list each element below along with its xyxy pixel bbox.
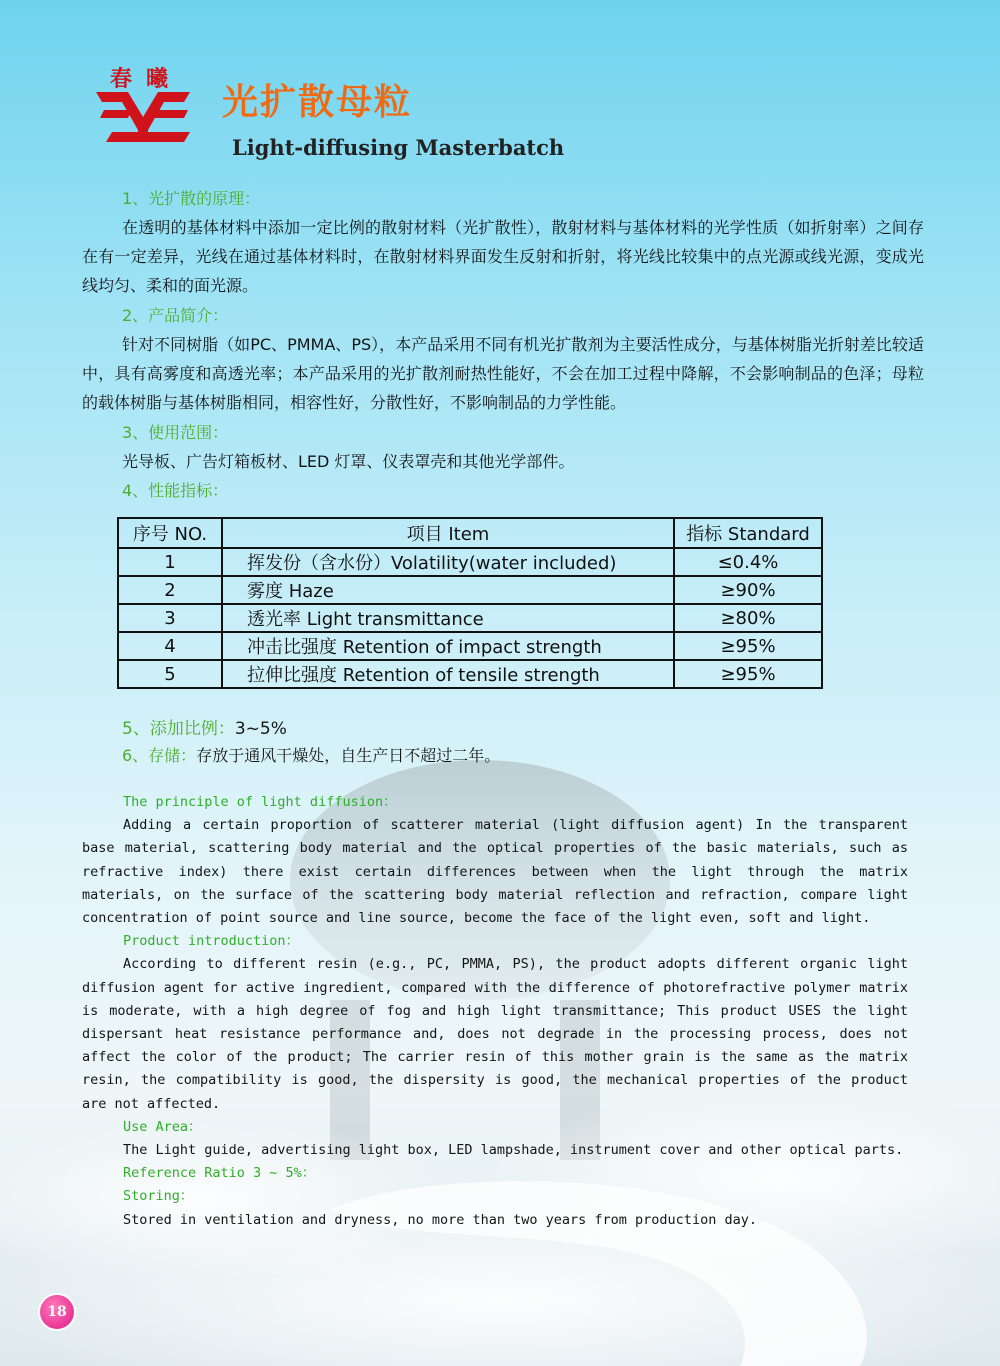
section-heading: 3、使用范围： [122,423,229,442]
table-header-cell: 指标 Standard [674,518,822,548]
table-header-row [118,518,822,548]
en-section [82,791,908,1232]
en-text-storage: Stored in ventilation and dryness, no more than two years from production day. [123,1211,757,1228]
page-number-badge: 18 [38,1293,76,1331]
en-heading-product: Product introduction： [123,933,300,950]
storage-label: 6、存储： [122,746,197,765]
table-cell: ≤0.4% [674,548,822,576]
page-subtitle: Light-diffusing Masterbatch [232,135,565,160]
section-text: 光导板、广告灯箱板材、LED 灯罩、仪表罩壳和其他光学部件。 [122,452,575,471]
table-row [118,548,822,576]
section-heading [82,743,924,766]
page-title: 光扩散母粒 [222,82,413,123]
section-text: 在透明的基体材料中添加一定比例的散射材料（光扩散性），散射材料与基体材料的光学性质（如折射率）之间存在有一定差异，光线在通过基体材料时，在散射材料界面发生反射和折射，将光线比较集中的点光源或线光源，变成光线均匀、柔和的面光源。 [82,218,924,295]
en-heading-usage: Use Area： [123,1118,202,1135]
table-header-cell: 序号 NO. [118,518,222,548]
table-cell: 冲击比强度 Retention of impact strength [222,632,674,660]
table-cell: 1 [118,548,222,576]
table-cell: ≥90% [674,576,822,604]
table-row [118,604,822,632]
ratio-label: 5、添加比例： [122,719,235,739]
table-cell: 拉伸比强度 Retention of tensile strength [222,660,674,688]
cn-section-ratio [82,714,924,739]
table-cell: 透光率 Light transmittance [222,604,674,632]
table-cell: ≥80% [674,604,822,632]
table-cell: 4 [118,632,222,660]
table-cell: 3 [118,604,222,632]
section-heading [82,714,924,739]
section-heading: 2、产品简介： [122,306,229,325]
table-cell: 2 [118,576,222,604]
table-row [118,632,822,660]
section-heading: 4、性能指标： [122,481,229,500]
table-cell: ≥95% [674,632,822,660]
table-row [118,660,822,688]
table-cell: 挥发份（含水份）Volatility(water included) [222,548,674,576]
en-heading-storage: Storing： [123,1188,194,1205]
section-heading: 1、光扩散的原理： [122,189,261,208]
en-heading-ratio: Reference Ratio 3 ~ 5%： [123,1165,316,1182]
section-text: 针对不同树脂（如PC、PMMA、PS），本产品采用不同有机光扩散剂为主要活性成分，与基体树脂光折射差比较适中，具有高雾度和高透光率；本产品采用的光扩散剂耐热性能好，不会在加工过程中降解，不会影响制品的色泽；母粒的载体树脂与基体树脂相同，相容性好，分散性好，不影响制品的力学性能。 [82,335,924,412]
cn-section-usage [82,420,924,476]
table-cell: 5 [118,660,222,688]
en-heading-principle: The principle of light diffusion： [123,794,397,810]
table-header-cell: 项目 Item [222,518,674,548]
table-row [118,576,822,604]
en-text-usage: The Light guide, advertising light box, LED lampshade, instrument cover and other optical parts. [123,1142,904,1159]
en-text-principle: Adding a certain proportion of scatterer material (light diffusion agent) In the transparent base material, scattering body material and the optical properties of the basic materials, such as refractive index) there exist certain differences between when the light through the matrix materials, on the surface of the scattering body material reflection and refraction, compare light concentration of point source and line source, become the face of the light even, soft and light. [82,817,908,927]
ratio-value: 3~5% [234,719,287,739]
cn-section-product [82,303,924,417]
logo-wordmark: 春曦 [110,66,183,92]
cn-section-storage [82,743,924,766]
storage-value: 存放于通风干燥处，自生产日不超过二年。 [196,746,501,765]
cn-section-principle [82,186,924,300]
cn-section-specs [82,478,924,501]
table-cell: 雾度 Haze [222,576,674,604]
spec-table [117,517,823,689]
en-text-product: According to different resin (e.g., PC, PMMA, PS), the product adopts different organic light diffusion agent for active ingredient, compared with the difference of photorefractive polymer matrix is moderate, with a high degree of fog and high light transmittance; This product USES the light dispersant heat resistance performance and, does not degrade in the processing process, does not affect the color of the product; The carrier resin of this mother grain is the same as the matrix resin, the compatibility is good, the dispersity is good, the mechanical properties of the product are not affected. [82,956,908,1112]
table-cell: ≥95% [674,660,822,688]
